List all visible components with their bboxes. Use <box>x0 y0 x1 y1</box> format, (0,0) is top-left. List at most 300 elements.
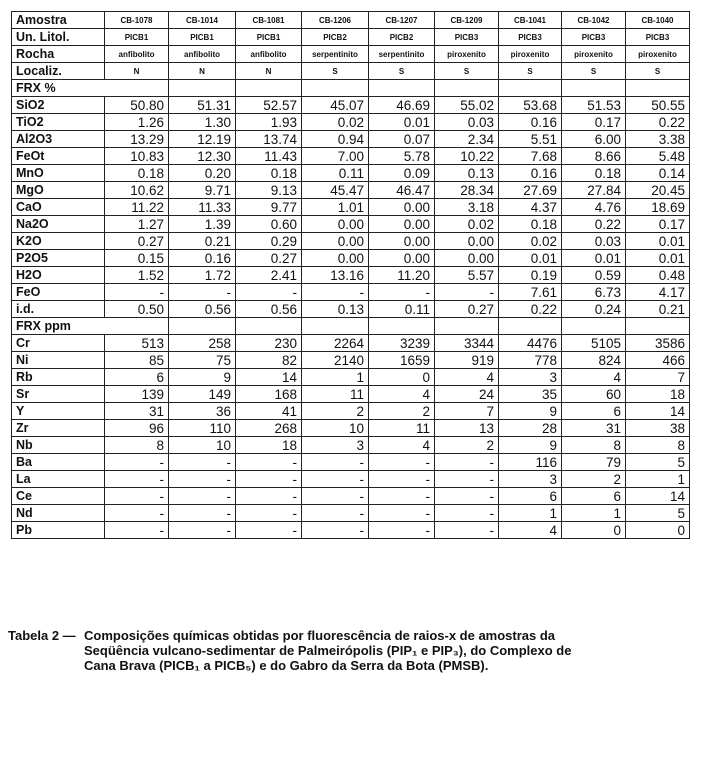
table-cell: - <box>105 284 169 301</box>
table-cell: 2264 <box>302 335 369 352</box>
table-cell: - <box>236 522 302 539</box>
table-cell: 4 <box>562 369 626 386</box>
table-cell: 0 <box>626 522 690 539</box>
table-cell: piroxenito <box>562 46 626 63</box>
table-cell: 0.14 <box>626 165 690 182</box>
table-cell: S <box>435 63 499 80</box>
table-cell: 8 <box>105 437 169 454</box>
table-cell: 778 <box>499 352 562 369</box>
table-cell: anfibolito <box>105 46 169 63</box>
table-cell: 79 <box>562 454 626 471</box>
table-cell: 10.83 <box>105 148 169 165</box>
empty-cell <box>562 80 626 97</box>
table-cell: 7.00 <box>302 148 369 165</box>
table-cell: 1 <box>562 505 626 522</box>
table-row <box>12 454 690 471</box>
table-cell: 14 <box>626 488 690 505</box>
table-cell: 1.30 <box>169 114 236 131</box>
table-cell: 8.66 <box>562 148 626 165</box>
table-cell: - <box>435 505 499 522</box>
table-cell: 96 <box>105 420 169 437</box>
table-row <box>12 250 690 267</box>
table-cell: serpentinito <box>369 46 435 63</box>
table-cell: - <box>169 284 236 301</box>
table-cell: 9 <box>169 369 236 386</box>
empty-cell <box>562 318 626 335</box>
geochemistry-table <box>11 11 690 539</box>
table-cell: - <box>236 471 302 488</box>
table-cell: 0.00 <box>302 250 369 267</box>
table-cell: - <box>302 522 369 539</box>
table-cell: 0.18 <box>499 216 562 233</box>
table-cell: 10.22 <box>435 148 499 165</box>
table-cell: - <box>435 488 499 505</box>
table-cell: 18.69 <box>626 199 690 216</box>
table-cell: 20.45 <box>626 182 690 199</box>
table-cell: 230 <box>236 335 302 352</box>
table-cell: N <box>236 63 302 80</box>
empty-cell <box>435 318 499 335</box>
row-label: SiO2 <box>12 97 105 114</box>
table-cell: 3586 <box>626 335 690 352</box>
empty-cell <box>626 318 690 335</box>
section-row-frx-ppm <box>12 318 690 335</box>
table-cell: - <box>435 284 499 301</box>
row-label: Pb <box>12 522 105 539</box>
table-cell: 2 <box>369 403 435 420</box>
table-cell: - <box>435 522 499 539</box>
table-cell: 0.27 <box>105 233 169 250</box>
table-cell: 38 <box>626 420 690 437</box>
table-cell: 3.18 <box>435 199 499 216</box>
table-cell: 13.74 <box>236 131 302 148</box>
table-cell: 0.07 <box>369 131 435 148</box>
row-label: Sr <box>12 386 105 403</box>
table-cell: CB-1042 <box>562 12 626 29</box>
table-cell: 13.16 <box>302 267 369 284</box>
table-cell: 268 <box>236 420 302 437</box>
table-cell: 0.00 <box>435 250 499 267</box>
table-cell: - <box>369 505 435 522</box>
table-cell: 4476 <box>499 335 562 352</box>
table-cell: 10 <box>169 437 236 454</box>
table-cell: 1659 <box>369 352 435 369</box>
caption-line-2: Seqüência vulcano-sedimentar de Palmeirópolis (PIP₁ e PIP₃), do Complexo de <box>84 643 572 658</box>
empty-cell <box>626 80 690 97</box>
table-cell: CB-1209 <box>435 12 499 29</box>
section-label: FRX ppm <box>12 318 105 335</box>
table-cell: 0.20 <box>169 165 236 182</box>
table-cell: 10 <box>302 420 369 437</box>
table-cell: 41 <box>236 403 302 420</box>
table-cell: 53.68 <box>499 97 562 114</box>
table-cell: 0.11 <box>369 301 435 318</box>
table-cell: 6 <box>562 403 626 420</box>
table-cell: PICB3 <box>562 29 626 46</box>
table-cell: piroxenito <box>626 46 690 63</box>
caption-line-3: Cana Brava (PICB₁ a PICB₅) e do Gabro da Serra da Bota (PMSB). <box>84 658 489 673</box>
table-cell: CB-1040 <box>626 12 690 29</box>
table-cell: 7.61 <box>499 284 562 301</box>
table-cell: 110 <box>169 420 236 437</box>
header-row <box>12 12 690 29</box>
table-cell: N <box>169 63 236 80</box>
table-row <box>12 284 690 301</box>
table-cell: - <box>236 505 302 522</box>
table-cell: CB-1041 <box>499 12 562 29</box>
table-cell: 3239 <box>369 335 435 352</box>
table-cell: 5 <box>626 505 690 522</box>
table-cell: 0.00 <box>369 233 435 250</box>
table-cell: 11.43 <box>236 148 302 165</box>
table-row <box>12 471 690 488</box>
table-cell: N <box>105 63 169 80</box>
table-cell: 4 <box>435 369 499 386</box>
row-label: Ba <box>12 454 105 471</box>
table-row <box>12 437 690 454</box>
table-cell: 824 <box>562 352 626 369</box>
table-cell: 0.56 <box>236 301 302 318</box>
table-cell: 0.01 <box>562 250 626 267</box>
table-cell: 5 <box>626 454 690 471</box>
row-label: Zr <box>12 420 105 437</box>
row-label: Cr <box>12 335 105 352</box>
table-cell: - <box>105 488 169 505</box>
table-cell: 50.80 <box>105 97 169 114</box>
table-cell: 28.34 <box>435 182 499 199</box>
table-cell: 0.00 <box>369 250 435 267</box>
table-row <box>12 199 690 216</box>
table-cell: 27.69 <box>499 182 562 199</box>
caption-line-1: Composições químicas obtidas por fluorescência de raios-x de amostras da <box>84 628 556 643</box>
row-label: Na2O <box>12 216 105 233</box>
table-cell: 1 <box>302 369 369 386</box>
table-cell: 9.13 <box>236 182 302 199</box>
table-cell: 2.34 <box>435 131 499 148</box>
table-cell: 0.50 <box>105 301 169 318</box>
table-cell: 0.48 <box>626 267 690 284</box>
row-label: MnO <box>12 165 105 182</box>
table-cell: - <box>169 522 236 539</box>
table-cell: 1.52 <box>105 267 169 284</box>
table-cell: 35 <box>499 386 562 403</box>
table-cell: 0.27 <box>435 301 499 318</box>
table-cell: 4.37 <box>499 199 562 216</box>
table-cell: 0.03 <box>435 114 499 131</box>
table-cell: 27.84 <box>562 182 626 199</box>
table-caption <box>8 628 698 673</box>
table-cell: serpentinito <box>302 46 369 63</box>
table-cell: 0.02 <box>499 233 562 250</box>
table-cell: 7.68 <box>499 148 562 165</box>
table-cell: piroxenito <box>435 46 499 63</box>
table-cell: 0.00 <box>302 233 369 250</box>
table-cell: 18 <box>236 437 302 454</box>
row-label: Amostra <box>12 12 105 29</box>
table-cell: 5.78 <box>369 148 435 165</box>
table-cell: 31 <box>105 403 169 420</box>
table-cell: 4 <box>369 386 435 403</box>
table-cell: 14 <box>236 369 302 386</box>
table-cell: 1.72 <box>169 267 236 284</box>
table-cell: - <box>435 471 499 488</box>
row-label: MgO <box>12 182 105 199</box>
table-cell: S <box>499 63 562 80</box>
table-cell: 11.22 <box>105 199 169 216</box>
row-label: Localiz. <box>12 63 105 80</box>
table-cell: 0.00 <box>369 199 435 216</box>
table-cell: - <box>369 284 435 301</box>
table-cell: 0.03 <box>562 233 626 250</box>
table-cell: - <box>302 471 369 488</box>
table-cell: 6.00 <box>562 131 626 148</box>
table-cell: 0.22 <box>499 301 562 318</box>
table-cell: 0.60 <box>236 216 302 233</box>
row-label: Nd <box>12 505 105 522</box>
table-cell: - <box>369 471 435 488</box>
table-cell: - <box>169 454 236 471</box>
row-label: TiO2 <box>12 114 105 131</box>
table-cell: - <box>302 505 369 522</box>
table-cell: - <box>369 522 435 539</box>
table-cell: 4 <box>369 437 435 454</box>
table-cell: S <box>562 63 626 80</box>
table-cell: PICB2 <box>369 29 435 46</box>
row-label: La <box>12 471 105 488</box>
table-row <box>12 522 690 539</box>
table-cell: 10.62 <box>105 182 169 199</box>
table-cell: - <box>169 505 236 522</box>
table-cell: 0.16 <box>499 165 562 182</box>
table-cell: 1.93 <box>236 114 302 131</box>
table-cell: 51.31 <box>169 97 236 114</box>
table-cell: 4 <box>499 522 562 539</box>
table-cell: 1.27 <box>105 216 169 233</box>
table-cell: 6.73 <box>562 284 626 301</box>
table-row <box>12 267 690 284</box>
table-cell: 7 <box>435 403 499 420</box>
table-row <box>12 335 690 352</box>
empty-cell <box>302 318 369 335</box>
table-cell: 3344 <box>435 335 499 352</box>
table-cell: 5.48 <box>626 148 690 165</box>
table-cell: 52.57 <box>236 97 302 114</box>
table-cell: 12.30 <box>169 148 236 165</box>
empty-cell <box>499 318 562 335</box>
empty-cell <box>236 80 302 97</box>
table-cell: 46.47 <box>369 182 435 199</box>
table-cell: 258 <box>169 335 236 352</box>
table-cell: 2 <box>435 437 499 454</box>
table-cell: PICB3 <box>435 29 499 46</box>
section-label: FRX % <box>12 80 105 97</box>
table-cell: 116 <box>499 454 562 471</box>
table-cell: 9.71 <box>169 182 236 199</box>
table-cell: 18 <box>626 386 690 403</box>
table-cell: 0.00 <box>369 216 435 233</box>
table-cell: 3.38 <box>626 131 690 148</box>
empty-cell <box>302 80 369 97</box>
table-cell: 0.24 <box>562 301 626 318</box>
table-row <box>12 114 690 131</box>
table-cell: 0 <box>369 369 435 386</box>
table-cell: 0.56 <box>169 301 236 318</box>
row-label: Ni <box>12 352 105 369</box>
table-cell: 1.39 <box>169 216 236 233</box>
table-cell: PICB3 <box>499 29 562 46</box>
table-row <box>12 505 690 522</box>
row-label: Rocha <box>12 46 105 63</box>
table-cell: 45.07 <box>302 97 369 114</box>
table-cell: - <box>302 488 369 505</box>
row-label: CaO <box>12 199 105 216</box>
table-cell: 0.27 <box>236 250 302 267</box>
table-cell: 2.41 <box>236 267 302 284</box>
table-cell: 45.47 <box>302 182 369 199</box>
table-cell: - <box>302 454 369 471</box>
table-cell: 8 <box>562 437 626 454</box>
table-cell: 6 <box>105 369 169 386</box>
table-cell: PICB1 <box>236 29 302 46</box>
table-row <box>12 216 690 233</box>
table-cell: 24 <box>435 386 499 403</box>
table-cell: 0.94 <box>302 131 369 148</box>
table-cell: 0.02 <box>435 216 499 233</box>
table-cell: 0.29 <box>236 233 302 250</box>
empty-cell <box>369 318 435 335</box>
table-cell: 0.18 <box>562 165 626 182</box>
table-cell: 9 <box>499 437 562 454</box>
table-cell: 2 <box>562 471 626 488</box>
table-cell: 5.57 <box>435 267 499 284</box>
table-row <box>12 131 690 148</box>
table-cell: 0.09 <box>369 165 435 182</box>
table-cell: 2 <box>302 403 369 420</box>
table-cell: 60 <box>562 386 626 403</box>
empty-cell <box>105 318 169 335</box>
empty-cell <box>105 80 169 97</box>
row-label: Ce <box>12 488 105 505</box>
empty-cell <box>169 80 236 97</box>
table-cell: 0.17 <box>626 216 690 233</box>
table-cell: - <box>105 471 169 488</box>
table-cell: 9 <box>499 403 562 420</box>
table-cell: 0.22 <box>562 216 626 233</box>
table-cell: 0.00 <box>435 233 499 250</box>
empty-cell <box>499 80 562 97</box>
table-cell: 82 <box>236 352 302 369</box>
empty-cell <box>435 80 499 97</box>
row-label: P2O5 <box>12 250 105 267</box>
table-cell: S <box>626 63 690 80</box>
table-cell: - <box>236 284 302 301</box>
table-cell: anfibolito <box>236 46 302 63</box>
empty-cell <box>236 318 302 335</box>
table-cell: 0.21 <box>626 301 690 318</box>
table-row <box>12 420 690 437</box>
table-cell: PICB1 <box>169 29 236 46</box>
table-cell: 0.00 <box>302 216 369 233</box>
table-cell: 8 <box>626 437 690 454</box>
table-cell: 4.76 <box>562 199 626 216</box>
table-cell: 28 <box>499 420 562 437</box>
row-label: Y <box>12 403 105 420</box>
row-label: H2O <box>12 267 105 284</box>
table-cell: 1.01 <box>302 199 369 216</box>
table-cell: 0.16 <box>169 250 236 267</box>
row-label: Nb <box>12 437 105 454</box>
table-cell: CB-1081 <box>236 12 302 29</box>
table-cell: - <box>105 505 169 522</box>
table-cell: 0.17 <box>562 114 626 131</box>
table-cell: 11 <box>369 420 435 437</box>
table-cell: - <box>369 454 435 471</box>
table-cell: 75 <box>169 352 236 369</box>
table-cell: 1 <box>626 471 690 488</box>
table-cell: 4.17 <box>626 284 690 301</box>
table-cell: 0.59 <box>562 267 626 284</box>
row-label: FeO <box>12 284 105 301</box>
table-cell: 466 <box>626 352 690 369</box>
table-row <box>12 488 690 505</box>
header-row <box>12 46 690 63</box>
table-cell: 149 <box>169 386 236 403</box>
table-cell: PICB1 <box>105 29 169 46</box>
table-cell: 6 <box>499 488 562 505</box>
table-cell: 5105 <box>562 335 626 352</box>
table-cell: - <box>236 488 302 505</box>
table-cell: 3 <box>499 369 562 386</box>
table-cell: 0.13 <box>302 301 369 318</box>
table-cell: 13 <box>435 420 499 437</box>
table-cell: 7 <box>626 369 690 386</box>
table-cell: 0.02 <box>302 114 369 131</box>
table-row <box>12 403 690 420</box>
section-row-frx-pct <box>12 80 690 97</box>
table-cell: - <box>435 454 499 471</box>
table-cell: CB-1078 <box>105 12 169 29</box>
table-cell: 3 <box>499 471 562 488</box>
table-cell: 12.19 <box>169 131 236 148</box>
table-cell: PICB3 <box>626 29 690 46</box>
table-row <box>12 165 690 182</box>
table-cell: 0 <box>562 522 626 539</box>
table-cell: S <box>302 63 369 80</box>
table-cell: 0.16 <box>499 114 562 131</box>
table-row <box>12 182 690 199</box>
table-cell: 1.26 <box>105 114 169 131</box>
table-cell: 50.55 <box>626 97 690 114</box>
table-cell: 139 <box>105 386 169 403</box>
row-label: K2O <box>12 233 105 250</box>
table-cell: 11 <box>302 386 369 403</box>
table-cell: 1 <box>499 505 562 522</box>
table-row <box>12 352 690 369</box>
header-row <box>12 63 690 80</box>
table-cell: 31 <box>562 420 626 437</box>
empty-cell <box>369 80 435 97</box>
header-row <box>12 29 690 46</box>
table-row <box>12 233 690 250</box>
empty-cell <box>169 318 236 335</box>
table-row <box>12 369 690 386</box>
table-cell: 0.18 <box>105 165 169 182</box>
table-cell: 513 <box>105 335 169 352</box>
table-cell: 0.01 <box>626 233 690 250</box>
table-cell: 0.19 <box>499 267 562 284</box>
table-cell: 0.22 <box>626 114 690 131</box>
table-cell: 51.53 <box>562 97 626 114</box>
